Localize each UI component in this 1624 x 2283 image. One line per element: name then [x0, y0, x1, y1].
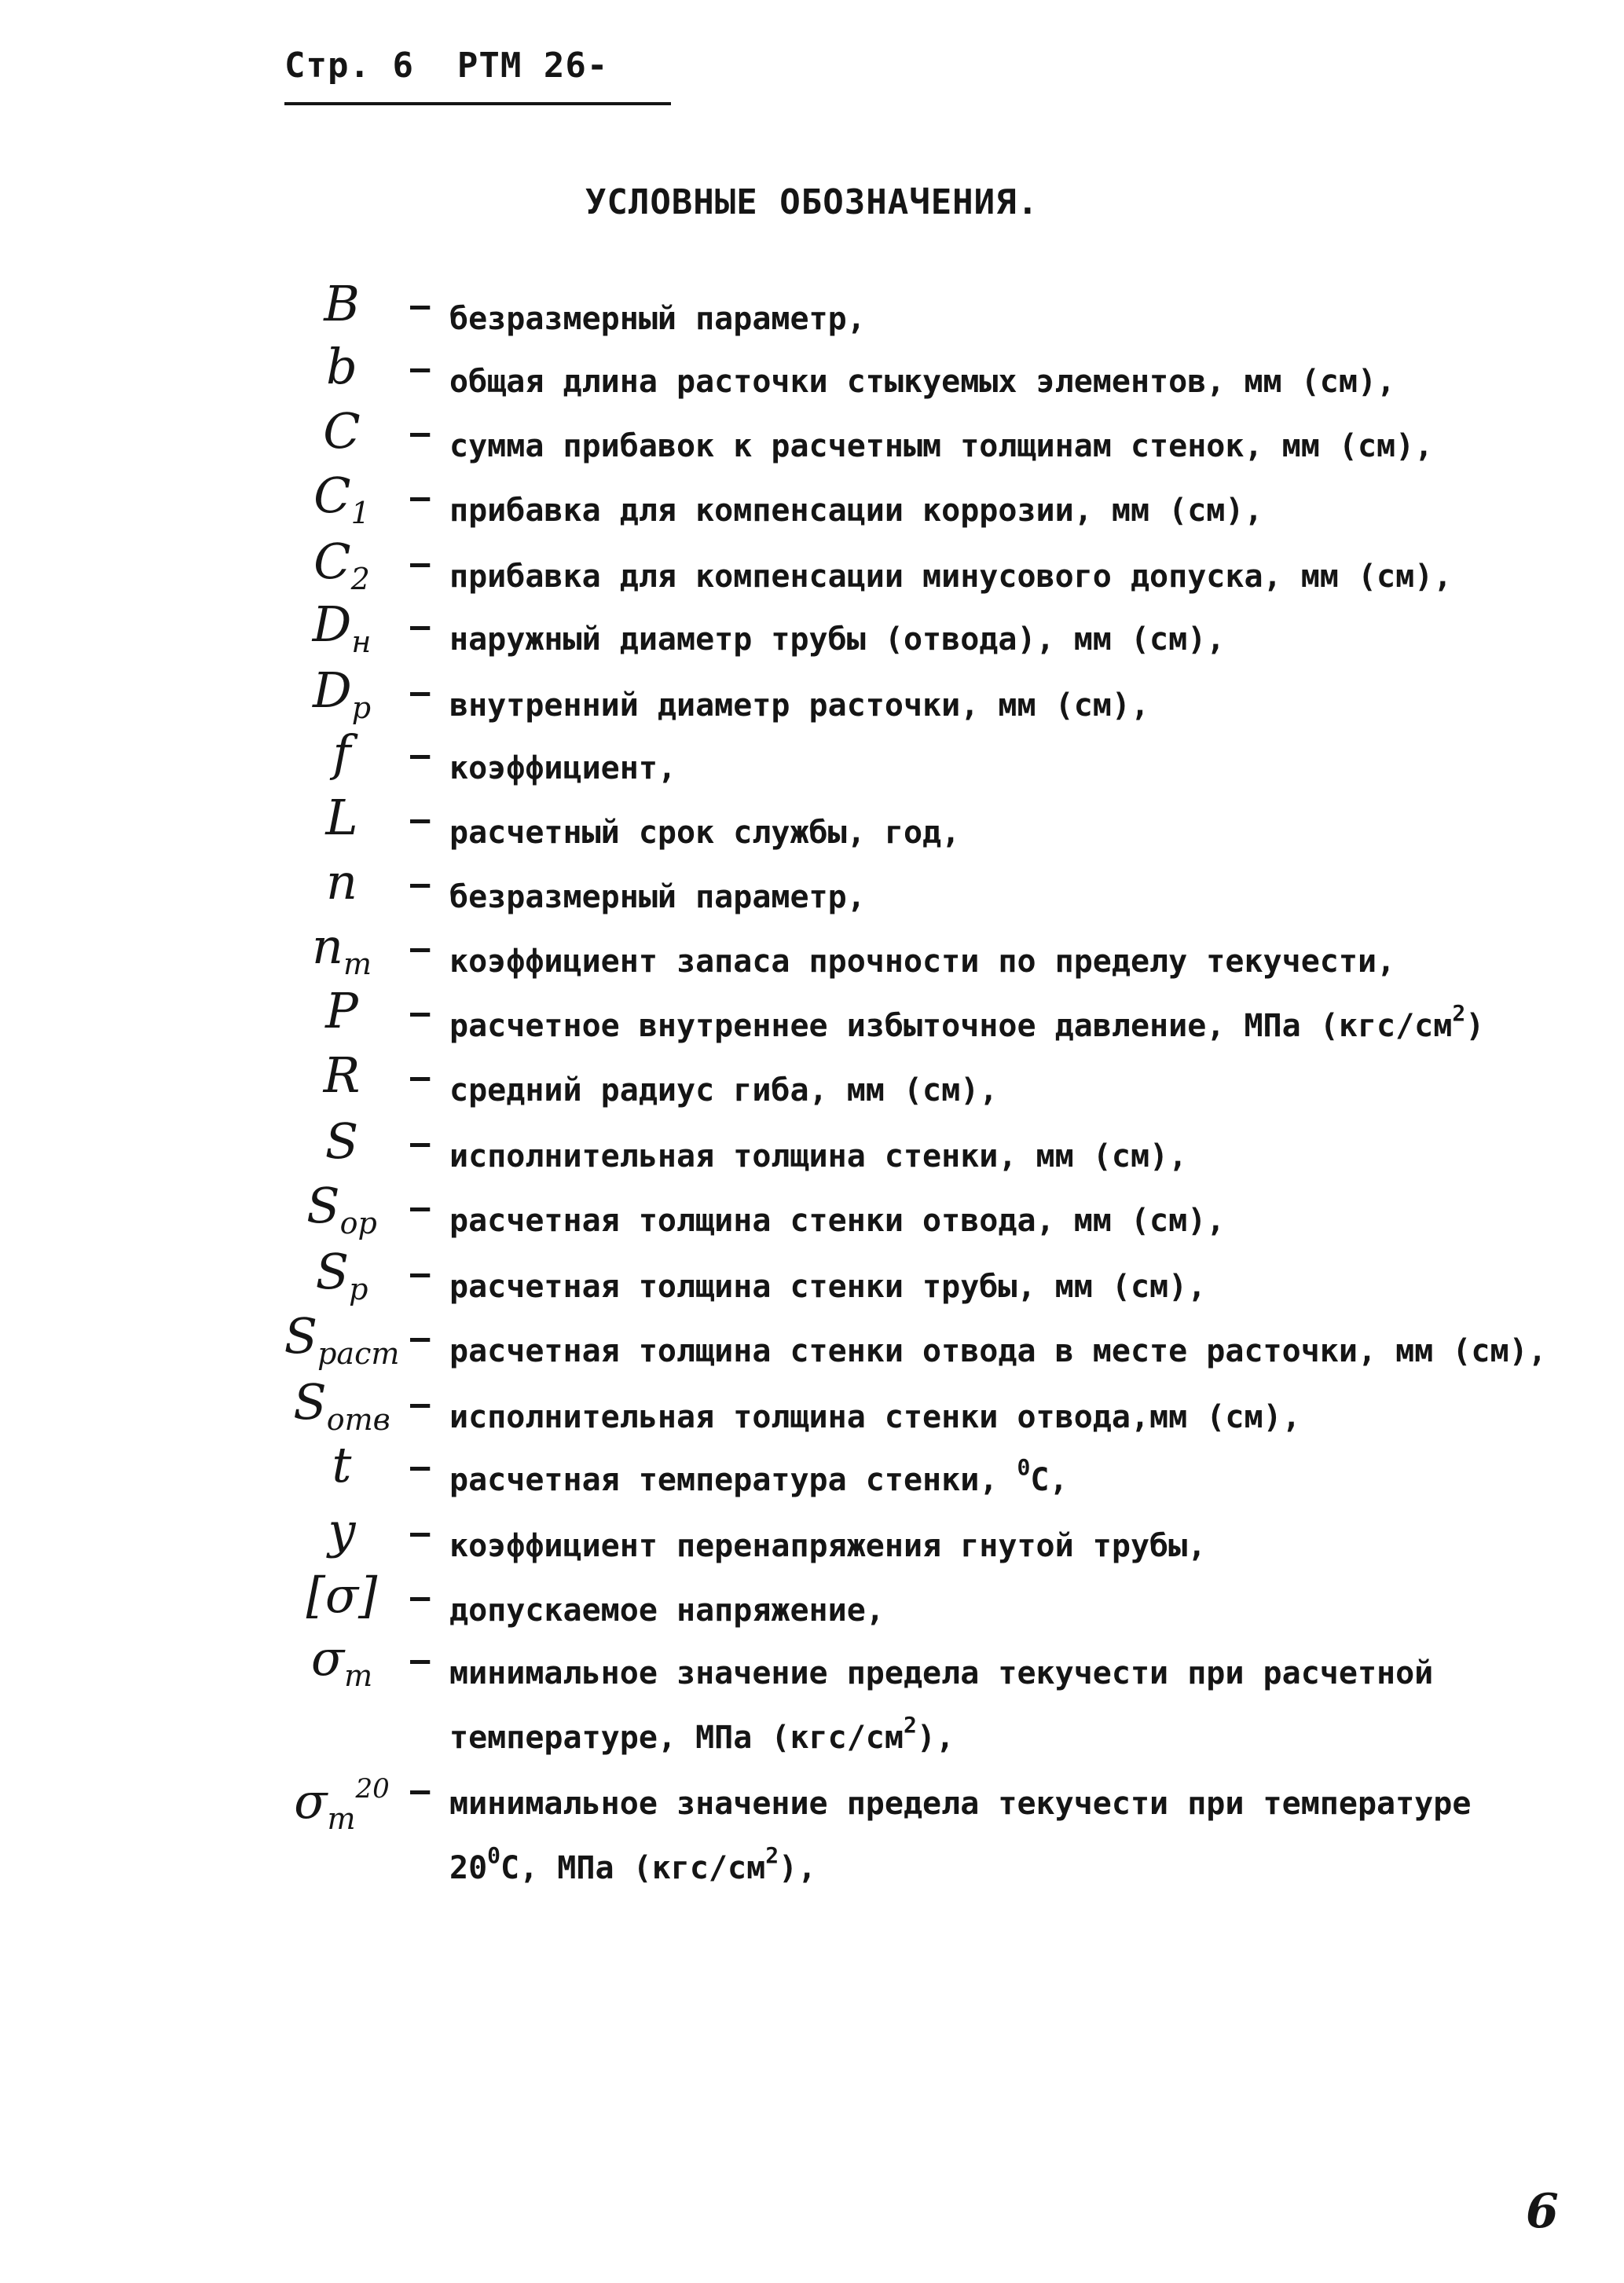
symbol-main: C [313, 533, 351, 590]
definition-main: расчетная толщина стенки отвода, мм (см), [449, 1203, 1226, 1239]
dash: – [410, 606, 431, 645]
symbol-main: C [323, 402, 361, 460]
definition-main: минимальное значение предела текучести при расчетной [449, 1655, 1434, 1691]
symbol-subscript: т [344, 1658, 373, 1693]
symbol-row [0, 1114, 1624, 1185]
symbol-subscript: ор [339, 1206, 377, 1240]
symbol-row [0, 1568, 1624, 1639]
symbol [280, 468, 404, 541]
symbol-row [0, 919, 1624, 990]
definition-superscript: 2 [1452, 1000, 1466, 1026]
symbol-main: D [312, 595, 352, 653]
symbol-main: S [284, 1307, 318, 1365]
symbol [280, 1309, 404, 1381]
definition-main: прибавка для компенсации минусового допуска, мм (см), [449, 559, 1453, 595]
symbol [280, 339, 404, 394]
symbol-row [0, 790, 1624, 861]
symbol-main: S [315, 1243, 350, 1300]
dash: – [410, 1318, 431, 1357]
definition-main: 20 [449, 1850, 488, 1886]
page-header: Стр. 6 РТМ 26- [284, 46, 609, 86]
symbol-row [0, 1048, 1624, 1119]
symbol-main: f [332, 724, 351, 782]
symbol-row [0, 1375, 1624, 1446]
symbol-row [0, 404, 1624, 475]
definition-main: расчетное внутреннее избыточное давление, МПа (кгс/см [449, 1008, 1453, 1044]
dash: – [410, 1384, 431, 1423]
dash: – [410, 544, 431, 582]
symbol-main: S [306, 1177, 340, 1234]
symbol-main: P [325, 982, 358, 1039]
definition-text [449, 1059, 998, 1122]
symbol-main: D [312, 661, 352, 719]
definition-main: общая длина расточки стыкуемых элементов, мм (см), [449, 364, 1396, 400]
dash: – [410, 1057, 431, 1096]
dash: – [410, 993, 431, 1032]
symbol-row [0, 1309, 1624, 1380]
symbol-row [0, 1438, 1624, 1508]
definition-main: прибавка для компенсации коррозии, мм (см), [449, 493, 1263, 529]
header-underline [284, 102, 671, 105]
definition-text [449, 1449, 1069, 1512]
definition-main: безразмерный параметр, [449, 301, 866, 337]
symbol-row [0, 468, 1624, 539]
symbol [280, 984, 404, 1039]
symbol-subscript: т [343, 947, 372, 981]
definition-main: температуре, МПа (кгс/см [449, 1720, 904, 1756]
symbol-row [0, 1244, 1624, 1315]
symbol [280, 1504, 404, 1559]
symbol [280, 1244, 404, 1317]
definition-text [449, 479, 1263, 542]
symbol-main: C [313, 467, 351, 524]
symbol [280, 1631, 404, 1703]
definition-main: коэффициент, [449, 750, 676, 786]
symbol [280, 1048, 404, 1103]
symbol [280, 1114, 404, 1169]
symbol [280, 277, 404, 332]
page-number: 6 [1526, 2184, 1559, 2239]
definition-main: расчетная толщина стенки трубы, мм (см), [449, 1269, 1207, 1305]
symbol-main: B [324, 275, 360, 332]
definition-main: допускаемое напряжение, [449, 1592, 885, 1629]
symbol-row [0, 1826, 1624, 1896]
symbol-main: n [312, 918, 343, 975]
symbol-row [0, 855, 1624, 925]
symbol-subscript: р [351, 691, 372, 725]
definition-main: безразмерный параметр, [449, 879, 866, 915]
symbol-row [0, 1695, 1624, 1766]
dash: – [410, 1447, 431, 1486]
symbol-main: S [293, 1373, 327, 1431]
symbol [280, 855, 404, 910]
dash: – [410, 1640, 431, 1679]
definition-tail: С, МПа (кгс/см [500, 1850, 766, 1886]
dash: – [410, 800, 431, 838]
dash: – [410, 349, 431, 387]
dash: – [410, 672, 431, 711]
symbol-main: σ [294, 1772, 328, 1830]
symbol-subscript: 1 [350, 496, 370, 530]
symbol-row [0, 726, 1624, 797]
symbol-row [0, 1761, 1624, 1836]
definition-tail: ), [916, 1720, 955, 1756]
symbol-row [0, 534, 1624, 605]
symbol-main: L [325, 789, 358, 846]
definition-main: расчетная толщина стенки отвода в месте расточки, мм (см), [449, 1333, 1547, 1369]
symbol-subscript: отв [326, 1402, 390, 1437]
dash: – [410, 478, 431, 516]
symbol-superscript: 20 [355, 1773, 390, 1805]
definition-main: внутренний диаметр расточки, мм (см), [449, 687, 1150, 724]
symbol-row [0, 984, 1624, 1054]
definition-main: расчетный срок службы, год, [449, 815, 961, 851]
definition-text [449, 1706, 955, 1769]
symbol-subscript: н [351, 625, 372, 659]
dash: – [410, 1771, 431, 1809]
dash: – [410, 413, 431, 452]
symbol-row [0, 1631, 1624, 1702]
symbol [280, 726, 404, 781]
dash: – [410, 735, 431, 774]
definition-main: исполнительная толщина стенки, мм (см), [449, 1138, 1188, 1174]
symbol-row [0, 277, 1624, 347]
dash: – [410, 1254, 431, 1292]
symbol-subscript: т [327, 1801, 356, 1836]
symbol-row [0, 1178, 1624, 1249]
definition-main: исполнительная толщина стенки отвода,мм (см), [449, 1399, 1301, 1435]
symbol-main: [σ] [306, 1567, 378, 1624]
definition-superscript: 2 [765, 1842, 779, 1868]
symbol-main: R [323, 1046, 361, 1104]
symbol [280, 404, 404, 459]
symbol-subscript: р [349, 1272, 368, 1306]
dash: – [410, 929, 431, 967]
definition-tail: С, [1030, 1462, 1069, 1498]
definition-superscript: 0 [1017, 1454, 1031, 1480]
symbol-row [0, 1504, 1624, 1574]
definition-main: расчетная температура стенки, [449, 1462, 1017, 1498]
dash: – [410, 1513, 431, 1552]
definition-superscript: 0 [487, 1842, 501, 1868]
definition-superscript: 2 [903, 1712, 917, 1738]
symbol-row [0, 597, 1624, 668]
symbol-main: S [324, 1112, 359, 1170]
definition-tail: ), [779, 1850, 817, 1886]
symbol-main: σ [310, 1629, 345, 1687]
symbol-subscript: 2 [350, 562, 370, 596]
definition-text [449, 608, 1225, 671]
definition-main: сумма прибавок к расчетным толщинам стенок, мм (см), [449, 428, 1434, 464]
symbol-main: n [326, 853, 357, 911]
symbol [280, 919, 404, 991]
definition-text [449, 1189, 1225, 1252]
dash: – [410, 1188, 431, 1226]
dash: – [410, 1578, 431, 1616]
definition-main: минимальное значение предела текучести при температуре [449, 1786, 1472, 1822]
definition-main: коэффициент запаса прочности по пределу текучести, [449, 944, 1396, 980]
definition-main: коэффициент перенапряжения гнутой трубы, [449, 1528, 1207, 1564]
definition-main: средний радиус гиба, мм (см), [449, 1072, 999, 1109]
symbol [280, 1438, 404, 1493]
symbol-subscript: раст [317, 1336, 400, 1371]
symbol [280, 597, 404, 669]
symbol [280, 790, 404, 845]
symbol [280, 1178, 404, 1251]
definition-text [449, 1837, 816, 1900]
symbol-row [0, 663, 1624, 734]
dash: – [410, 1123, 431, 1162]
page-title: УСЛОВНЫЕ ОБОЗНАЧЕНИЯ. [585, 182, 1039, 222]
symbol-main: t [332, 1436, 352, 1493]
definition-tail: ) [1465, 1008, 1485, 1044]
definition-text [449, 1320, 1547, 1383]
symbol-main: y [328, 1502, 356, 1559]
dash: – [410, 864, 431, 903]
dash: – [410, 286, 431, 324]
definition-main: наружный диаметр трубы (отвода), мм (см), [449, 621, 1226, 658]
symbol-row [0, 339, 1624, 410]
symbol-main: b [326, 338, 357, 395]
symbol [280, 1568, 404, 1623]
